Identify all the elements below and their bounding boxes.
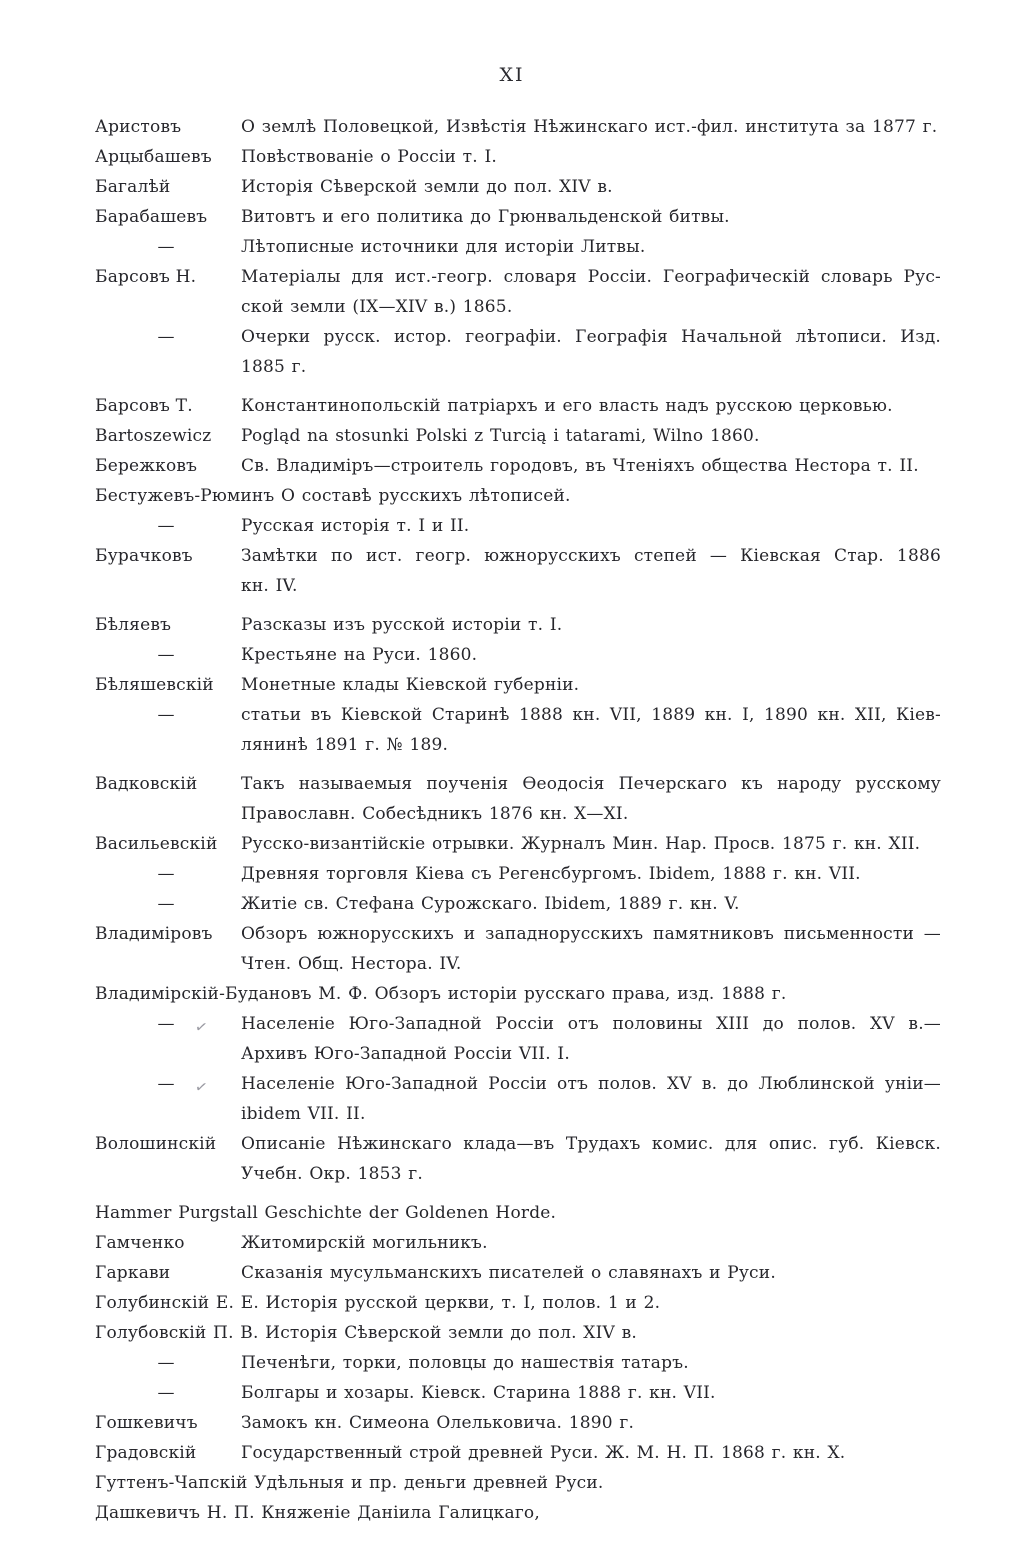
- entry-text: Бестужевъ-Рюминъ О составѣ русскихъ лѣтописей.: [95, 486, 571, 506]
- entry-line: ibidem VII. II.: [241, 1104, 366, 1124]
- bibliography-entry: [95, 610, 941, 640]
- entry-title: [241, 829, 941, 859]
- bibliography-entry-fullwidth: [95, 1468, 941, 1498]
- page-number: XI: [499, 64, 525, 86]
- entry-title: [241, 1378, 941, 1408]
- ditto-dash: —: [157, 1353, 175, 1373]
- entry-author-column: [95, 541, 241, 571]
- entry-line: Русская исторія т. I и II.: [241, 516, 470, 536]
- ditto-dash: —: [157, 516, 175, 536]
- entry-title: [241, 202, 941, 232]
- bibliography-entry: [95, 391, 941, 421]
- entry-author-column: [95, 859, 241, 889]
- entry-author-column: [95, 1408, 241, 1438]
- entry-author: Гаркави: [95, 1263, 171, 1283]
- bibliography-entry: [95, 1009, 941, 1069]
- entry-line: лянинѣ 1891 г. № 189.: [241, 735, 449, 755]
- entry-line: Разсказы изъ русской исторіи т. I.: [241, 615, 563, 635]
- bibliography-entry: [95, 232, 941, 262]
- entry-author-column: [95, 700, 241, 730]
- entry-line: Печенѣги, торки, половцы до нашествія татаръ.: [241, 1353, 689, 1373]
- entry-line: Чтен. Общ. Нестора. IV.: [241, 954, 462, 974]
- entry-line: Населеніе Юго-Западной Россіи отъ половины XIII до полов. XV в.—: [241, 1014, 941, 1034]
- entry-author-column: [95, 262, 241, 292]
- entry-title: [241, 232, 941, 262]
- entry-title: [241, 700, 941, 760]
- bibliography-entry: [95, 541, 941, 601]
- entry-author-column: [95, 919, 241, 949]
- bibliography-entry: [95, 670, 941, 700]
- entry-author-column: [95, 670, 241, 700]
- bibliography-entry: [95, 919, 941, 979]
- entry-author-column: [95, 232, 241, 262]
- entry-author-column: [95, 610, 241, 640]
- bibliography-entry: [95, 829, 941, 859]
- bibliography-entry-fullwidth: [95, 979, 941, 1009]
- entry-title: [241, 142, 941, 172]
- entry-title: [241, 670, 941, 700]
- entry-text: Голубовскій П. В. Исторія Сѣверской земли до пол. XIV в.: [95, 1323, 637, 1343]
- entry-title: [241, 262, 941, 322]
- entry-line: Государственный строй древней Руси. Ж. М. Н. П. 1868 г. кн. X.: [241, 1443, 846, 1463]
- entry-title: [241, 859, 941, 889]
- bibliography-entry: [95, 1438, 941, 1468]
- entry-author-column: [95, 829, 241, 859]
- entry-line: Описаніе Нѣжинскаго клада—въ Трудахъ комис. для опис. губ. Кіевск.: [241, 1134, 941, 1154]
- bibliography-entry: [95, 1129, 941, 1189]
- entry-author: Владиміровъ: [95, 924, 213, 944]
- ditto-dash: —: [157, 705, 175, 725]
- entry-title: [241, 511, 941, 541]
- ditto-dash: —: [157, 864, 175, 884]
- bibliography-entry-fullwidth: [95, 1498, 941, 1528]
- entry-title: [241, 889, 941, 919]
- entry-line: кн. IV.: [241, 576, 298, 596]
- bibliography-entry: [95, 451, 941, 481]
- entry-author: Bartoszewicz: [95, 426, 212, 446]
- bibliography-entry: [95, 1258, 941, 1288]
- bibliography-entry: [95, 640, 941, 670]
- entry-author: Бѣляшевскій: [95, 675, 214, 695]
- bibliography-entry: [95, 142, 941, 172]
- entry-line: О землѣ Половецкой, Извѣстія Нѣжинскаго ист.-фил. института за 1877 г.: [241, 117, 938, 137]
- bibliography-entry-fullwidth: [95, 1318, 941, 1348]
- entry-author-column: [95, 451, 241, 481]
- entry-line: Повѣствованіе о Россіи т. I.: [241, 147, 498, 167]
- entry-title: [241, 172, 941, 202]
- bibliography-entry: [95, 172, 941, 202]
- entry-line: Исторія Сѣверской земли до пол. XIV в.: [241, 177, 613, 197]
- entry-author: Барабашевъ: [95, 207, 208, 227]
- entry-author-column: [95, 1378, 241, 1408]
- entry-line: статьи въ Кіевской Старинѣ 1888 кн. VII, 1889 кн. I, 1890 кн. XII, Кіев-: [241, 705, 941, 725]
- pencil-check-icon: ✓: [193, 1017, 210, 1037]
- bibliography-entry: [95, 1348, 941, 1378]
- bibliography-entry: [95, 421, 941, 451]
- entry-line: Житомирскій могильникъ.: [241, 1233, 488, 1253]
- entry-author: Барсовъ Т.: [95, 396, 193, 416]
- entry-line: Населеніе Юго-Западной Россіи отъ полов. XV в. до Люблинской уніи—: [241, 1074, 941, 1094]
- entry-author: Барсовъ Н.: [95, 267, 197, 287]
- entry-line: Замокъ кн. Симеона Олельковича. 1890 г.: [241, 1413, 635, 1433]
- entry-author-column: [95, 769, 241, 799]
- entry-line: ской земли (IX—XIV в.) 1865.: [241, 297, 513, 317]
- entry-title: [241, 610, 941, 640]
- entry-text: Владимірскій-Будановъ М. Ф. Обзоръ исторіи русскаго права, изд. 1888 г.: [95, 984, 787, 1004]
- entry-author-column: [95, 142, 241, 172]
- ditto-dash: —: [157, 645, 175, 665]
- bibliography-entry-fullwidth: [95, 481, 941, 511]
- entry-author: Васильевскій: [95, 834, 218, 854]
- bibliography-entry: [95, 769, 941, 829]
- entry-author: Бѣляевъ: [95, 615, 172, 635]
- entry-title: [241, 1069, 941, 1129]
- pencil-check-icon: ✓: [193, 1077, 210, 1097]
- entry-line: Православн. Собесѣдникъ 1876 кн. X—XI.: [241, 804, 629, 824]
- bibliography-entry-fullwidth: [95, 1198, 941, 1228]
- entry-author: Гошкевичъ: [95, 1413, 198, 1433]
- entry-author-column: [95, 421, 241, 451]
- entry-author-column: [95, 1129, 241, 1159]
- ditto-dash: —: [157, 237, 175, 257]
- entry-text: Голубинскій Е. Е. Исторія русской церкви, т. I, полов. 1 и 2.: [95, 1293, 661, 1313]
- entry-author: Бурачковъ: [95, 546, 193, 566]
- entry-line: Крестьяне на Руси. 1860.: [241, 645, 478, 665]
- entry-text: Дашкевичъ Н. П. Княженіе Даніила Галицкаго,: [95, 1503, 540, 1523]
- entry-line: Житіе св. Стефана Сурожскаго. Ibidem, 1889 г. кн. V.: [241, 894, 740, 914]
- entry-author: Арцыбашевъ: [95, 147, 212, 167]
- entry-line: Матеріалы для ист.-геогр. словаря Россіи. Географическій словарь Рус-: [241, 267, 941, 287]
- entry-line: Русско-византійскіе отрывки. Журналъ Мин. Нар. Просв. 1875 г. кн. XII.: [241, 834, 921, 854]
- entry-text: Гуттенъ-Чапскій Удѣльныя и пр. деньги древней Руси.: [95, 1473, 604, 1493]
- entry-author: Волошинскій: [95, 1134, 217, 1154]
- ditto-dash: —: [157, 327, 175, 347]
- entry-author: Гамченко: [95, 1233, 185, 1253]
- entry-line: Очерки русск. истор. географіи. Географія Начальной лѣтописи. Изд.: [241, 327, 941, 347]
- entry-author-column: [95, 1258, 241, 1288]
- entry-line: Архивъ Юго-Западной Россіи VII. I.: [241, 1044, 570, 1064]
- entry-text: Hammer Purgstall Geschichte der Goldenen Horde.: [95, 1203, 557, 1223]
- entry-line: Лѣтописные источники для исторіи Литвы.: [241, 237, 646, 257]
- entry-author: Аристовъ: [95, 117, 182, 137]
- entry-line: Витовтъ и его политика до Грюнвальденской битвы.: [241, 207, 730, 227]
- bibliography-entry: [95, 202, 941, 232]
- entry-line: Обзоръ южнорусскихъ и западнорусскихъ памятниковъ письменности —: [241, 924, 941, 944]
- entry-title: [241, 1009, 941, 1069]
- entry-title: [241, 919, 941, 979]
- entry-line: Замѣтки по ист. геогр. южнорусскихъ степей — Кіевская Стар. 1886: [241, 546, 941, 566]
- entry-line: Pogląd na stosunki Polski z Turcią i tatarami, Wilno 1860.: [241, 426, 760, 446]
- entry-title: [241, 1408, 941, 1438]
- entry-author: Вадковскій: [95, 774, 198, 794]
- bibliography-entry: [95, 511, 941, 541]
- ditto-dash: —: [157, 1074, 175, 1094]
- entry-title: [241, 1348, 941, 1378]
- entry-title: [241, 112, 941, 142]
- entry-title: [241, 451, 941, 481]
- entry-author-column: [95, 640, 241, 670]
- entry-author-column: [95, 1348, 241, 1378]
- entry-author-column: [95, 112, 241, 142]
- entry-author-column: [95, 1069, 241, 1099]
- entry-author-column: [95, 1009, 241, 1039]
- entry-author-column: [95, 322, 241, 352]
- ditto-dash: —: [157, 894, 175, 914]
- entry-author-column: [95, 889, 241, 919]
- bibliography-entry: [95, 1069, 941, 1129]
- entry-title: [241, 1258, 941, 1288]
- entry-author-column: [95, 391, 241, 421]
- entry-title: [241, 769, 941, 829]
- ditto-dash: —: [157, 1014, 175, 1034]
- ditto-dash: —: [157, 1383, 175, 1403]
- entry-line: Учебн. Окр. 1853 г.: [241, 1164, 423, 1184]
- entry-line: Монетные клады Кіевской губерніи.: [241, 675, 580, 695]
- bibliography-entry: [95, 1228, 941, 1258]
- bibliography-entry: [95, 1378, 941, 1408]
- entry-line: Св. Владиміръ—строитель городовъ, въ Чтеніяхъ общества Нестора т. II.: [241, 456, 919, 476]
- entry-author-column: [95, 1228, 241, 1258]
- bibliography-entry: [95, 859, 941, 889]
- entry-title: [241, 1129, 941, 1189]
- entry-author: Градовскій: [95, 1443, 197, 1463]
- bibliography-list: [95, 112, 941, 1528]
- entry-line: Болгары и хозары. Кіевск. Старина 1888 г. кн. VII.: [241, 1383, 716, 1403]
- entry-line: Константинопольскій патріархъ и его власть надъ русскою церковью.: [241, 396, 893, 416]
- bibliography-entry: [95, 322, 941, 382]
- entry-author-column: [95, 1438, 241, 1468]
- entry-author: Багалѣй: [95, 177, 171, 197]
- entry-title: [241, 391, 941, 421]
- bibliography-entry-fullwidth: [95, 1288, 941, 1318]
- bibliography-entry: [95, 889, 941, 919]
- bibliography-entry: [95, 700, 941, 760]
- entry-author-column: [95, 172, 241, 202]
- entry-line: 1885 г.: [241, 357, 307, 377]
- entry-title: [241, 322, 941, 382]
- bibliography-entry: [95, 112, 941, 142]
- entry-title: [241, 1228, 941, 1258]
- entry-author: Бережковъ: [95, 456, 198, 476]
- entry-line: Такъ называемыя поученія Ѳеодосія Печерскаго къ народу русскому: [241, 774, 941, 794]
- bibliography-entry: [95, 262, 941, 322]
- entry-title: [241, 421, 941, 451]
- entry-line: Сказанія мусульманскихъ писателей о славянахъ и Руси.: [241, 1263, 776, 1283]
- entry-title: [241, 640, 941, 670]
- entry-title: [241, 1438, 941, 1468]
- bibliography-entry: [95, 1408, 941, 1438]
- entry-line: Древняя торговля Кіева съ Регенсбургомъ. Ibidem, 1888 г. кн. VII.: [241, 864, 861, 884]
- entry-author-column: [95, 511, 241, 541]
- entry-author-column: [95, 202, 241, 232]
- entry-title: [241, 541, 941, 601]
